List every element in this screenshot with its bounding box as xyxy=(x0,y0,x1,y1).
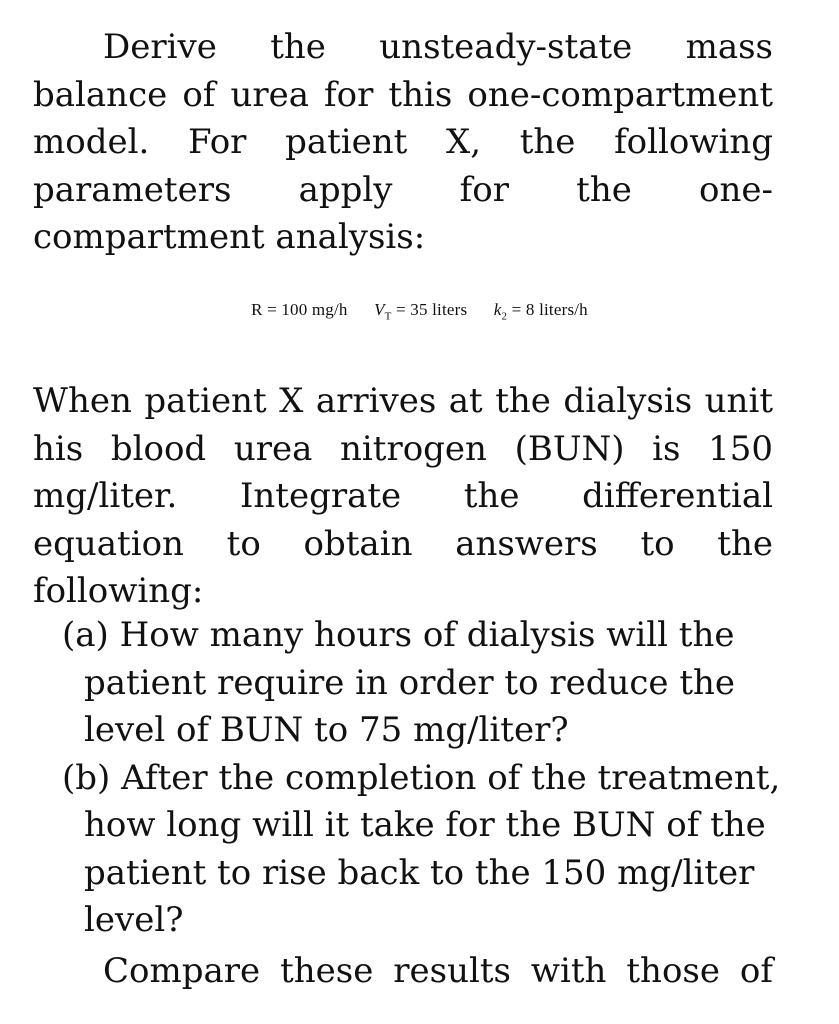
question-a: (a) How many hours of dialysis will the patient require in order to reduce the level of BUN to 75 mg/liter? xyxy=(62,615,736,750)
parameter-equation xyxy=(0,300,839,322)
question-list xyxy=(62,612,782,945)
param-r: R = 100 mg/h xyxy=(251,300,348,319)
patient-arrival-paragraph: When patient X arrives at the dialysis unit his blood urea nitrogen (BUN) is 150 mg/liter. Integrate the differential equation to obtain answers to the following: xyxy=(33,381,773,611)
param-k2-label: k xyxy=(493,300,502,319)
param-k2 xyxy=(493,300,588,323)
param-k2-sub: 2 xyxy=(501,310,508,323)
param-vt-value: = 35 liters xyxy=(391,300,468,319)
param-vt xyxy=(374,300,468,323)
param-vt-sub: T xyxy=(384,310,392,323)
problem-intro-paragraph: Derive the unsteady-state mass balance of urea for this one-compartment model. For patient X, the following parameters apply for the one-compartment analysis: xyxy=(33,27,773,257)
compare-paragraph: Compare these results with those of xyxy=(103,951,773,991)
param-vt-label: V xyxy=(374,300,385,319)
param-k2-value: = 8 liters/h xyxy=(507,300,588,319)
question-b: (b) After the completion of the treatment, how long will it take for the BUN of the patient to rise back to the 150 mg/liter level? xyxy=(62,757,781,940)
